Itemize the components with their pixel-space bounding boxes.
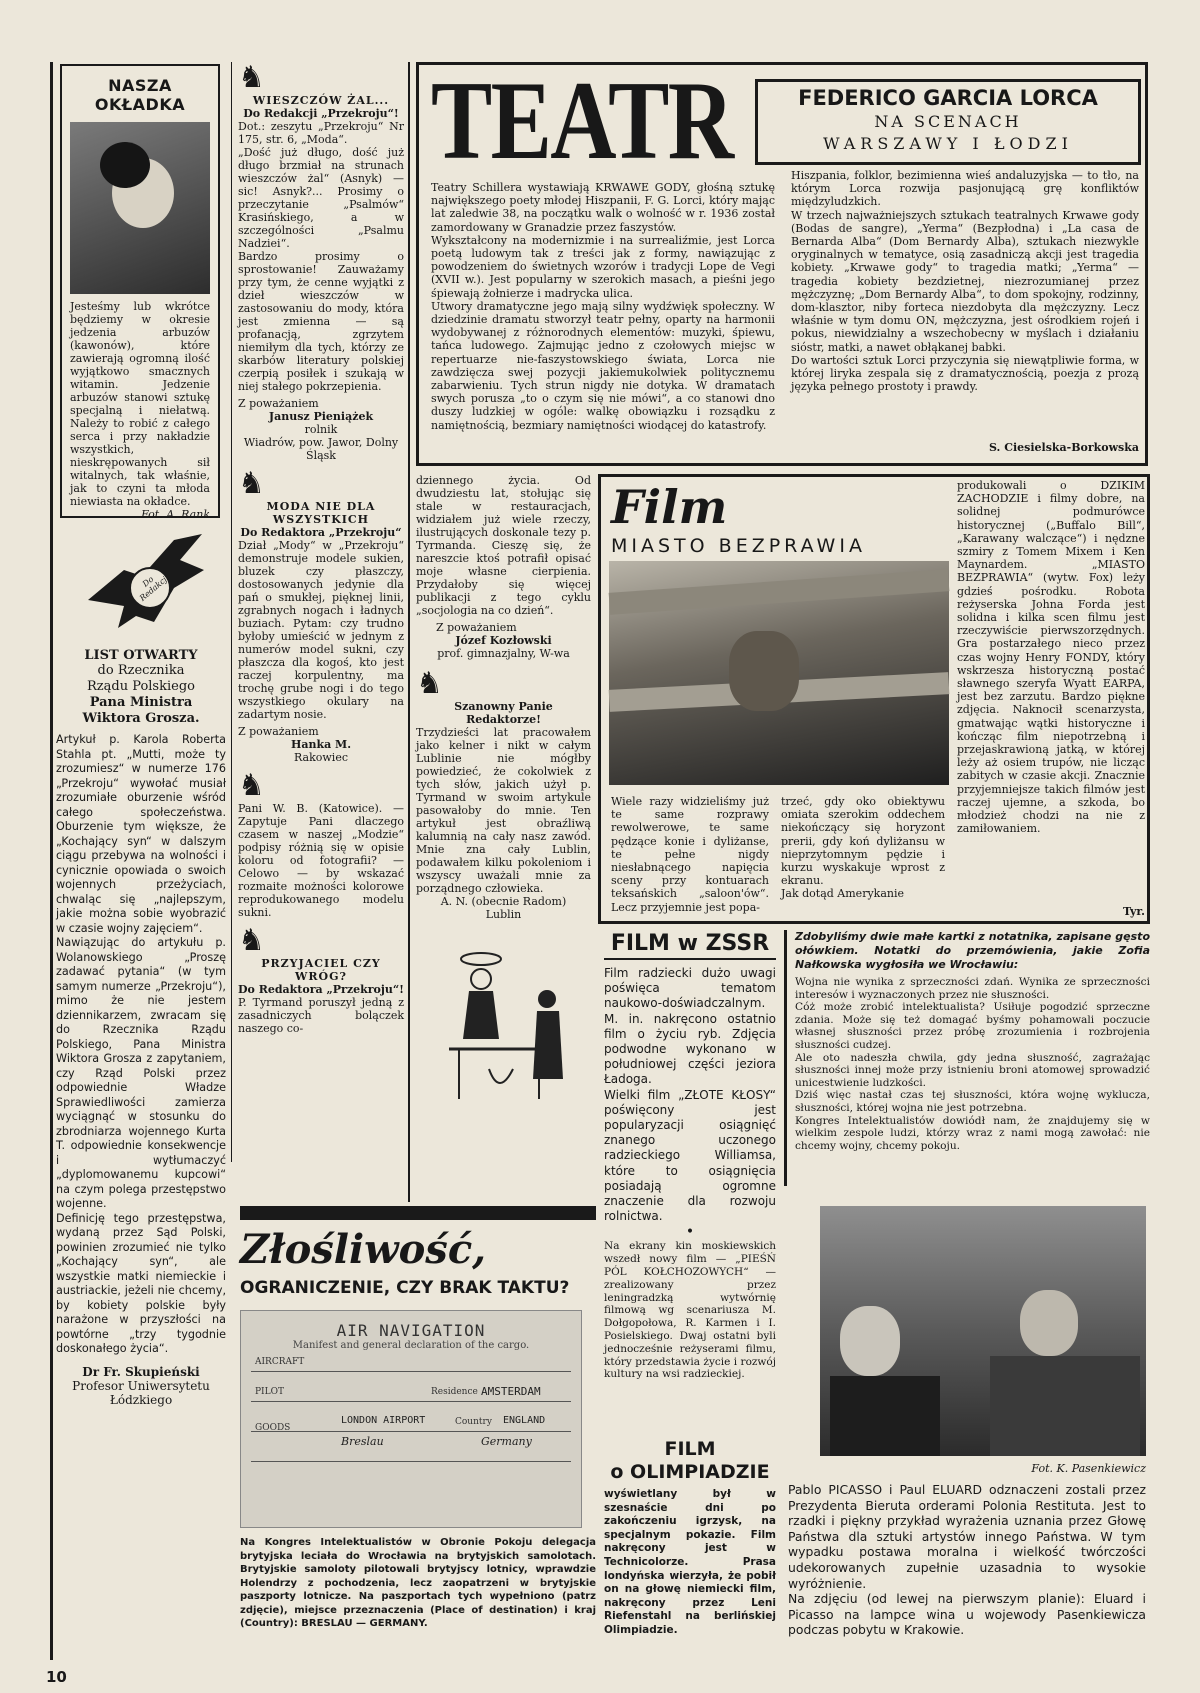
cover-photo [70,122,210,294]
film-olimpiada-title-1: FILM [664,1438,716,1460]
passport-label-residence: Residence [431,1387,478,1397]
letter-4-body: P. Tyrmand poruszył jedną z zasadniczych bolączek naszego co- [238,996,404,1035]
open-letter-to-1: do Rzecznika [97,663,185,678]
knight-icon: ♞ [416,666,443,701]
letters-column [238,62,404,1202]
open-letter-body: Artykuł p. Karola Roberta Stahla pt. „Mutti, może ty zrozumiesz“ w numerze 176 „Przekroju“ wywołać musiał zrozumiałe oburzenie wśród całego społeczeństwa. Oburzenie tym większe, że „Kochający syn“ w dalszym ciągu przebywa na wolności i cynicznie opowiada o swoich wojennych przeżyciach, chwaląc się „najlepszym, jakie można sobie wyobrazić w czasie wojny zajęciem“. Nawiązując do artykułu p. Wolanowskiego „Proszę zadawać pytania“ (w tym samym numerze „Przekroju“), mimo że nie jestem dziennikarzem, zwracam się do Rzecznika Rządu Polskiego, Pana Ministra Wiktora Grosza z zapytaniem, czy Rząd Polski przez odpowiednie Władze Sprawiedliwości zamierza wyciągnąć w stosunku do zbrodniarza wojennego Kurta T. odpowiednie konsekwencje i wytłumaczyć „dyplomowanemu kupcowi“ na czym polega przestępstwo wojenne. Definicję tego przestępstwa, wydaną przez Sąd Polski, powinien zrozumieć nie tylko „Kochający syn“, ale wszystkie matki niemieckie i austriackie, jeżeli nie chcemy, by kobiety polskie były narażone w przyszłości na powtórne „trzy tygodnie doskonałego życia“. [56,733,226,1355]
kongres-section [784,930,1150,1186]
letter-continuation-closing: Z poważaniem [436,621,517,634]
passport-value-england: ENGLAND [503,1415,546,1426]
cover-text: Jesteśmy lub wkrótce będziemy w okresie jedzenia arbuzów (kawonów), które zawierają ogromną ilość wyjątkowo smacznych witamin. Jedzenie arbuzów stanowi sztukę specjalną i niełatwą. Należy to robić z całego serca i przy nakładzie wszystkich, nieskrępowanych sił witalnych, tak właśnie, jak to czyni ta młoda niewiasta na okładce. [70,300,210,508]
film-author: Tyr. [1123,905,1145,918]
letter-2-title: MODA NIE DLA WSZYSTKICH [266,500,376,526]
letter-continuation-sign-2: prof. gimnazjalny, W-wa [437,647,570,660]
column-rule-2 [408,62,410,1202]
letter-4-address: Do Redaktora „Przekroju“! [238,983,404,996]
teatr-column-1: Teatry Schillera wystawiają KRWAWE GODY, głośną sztukę największego poety młodej Hiszpanii, F. G. Lorci, który mając lat zaledwie 38, na początku walk o wolność w r. 1936 został zamordowany w Granadzie przez faszystów. Wykształcony na modernizmie i na surrealiźmie, jest Lorca poetą ludowym tak z treści jak z formy, nawiązując z powodzeniem do świetnych wzorów i tradycji Lope de Vegi (XVII w.). Jest popularny w szerokich masach, a pieśni jego śpiewają żołnierze i madrycka ulica. Utwory dramatyczne jego mają silny wydźwięk społeczny. W dziedzinie dramatu stworzył teatr pełny, oparty na harmonii wydobywanej z różnorodnych elementów: muzyki, śpiewu, tańca ludowego. Zajmując jedno z czołowych miejsc w repertuarze nie-faszystowskiego świata, Lorca nie zawdzięcza swej pozycji jakiemukolwiek politycznemu zabarwieniu. Tych strun nigdy nie dotyka. W dramatach swych porusza „to o czym się nie mówi“, a co stanowi dno duszy ludzkiej w ogóle: walkę obowiązku i rozsądku z namiętnością, bezmiary namiętności wiodącej do katastrofy. [431,181,775,432]
passport-value-london: LONDON AIRPORT [341,1415,426,1426]
teatr-headline-1: FEDERICO GARCIA LORCA [798,86,1098,110]
film-logo: Film [611,480,728,534]
open-letter-title: LIST OTWARTY [84,648,198,663]
letter-1-closing: Z poważaniem [238,397,319,410]
film-olimpiada-title-2: o OLIMPIADZIE [610,1461,770,1483]
passport-document-photo [240,1310,582,1528]
open-letter-to-2: Rządu Polskiego [87,679,195,694]
column-rule-left [50,62,53,1660]
waiter-cartoon [429,929,579,1101]
open-letter-signature-3: Łódzkiego [109,1392,173,1407]
letter-1-address: Do Redakcji „Przekroju“! [243,107,399,120]
passport-value-amsterdam: AMSTERDAM [481,1385,541,1398]
film-zssr-body-2: Na ekrany kin moskiewskich wszedł nowy film — „PIEŚŃ PÓL KOŁCHOZOWYCH“ — zrealizowany przez leningradzką wytwórnię filmową wg scenariusza M. Dołgopołowa, R. Karmen i I. Posielskiego. Dwaj ostatni byli jednocześnie reżyserami filmu, który przedstawia życie i rozwój kultury na wsi radzieckiej. [604,1240,776,1381]
passport-document-subheader: Manifest and general declaration of the cargo. [292,1340,530,1351]
film-olimpiada-body: wyświetlany był w szesnaście dni po zakończeniu igrzysk, na specjalnym pokazie. Film nakręcony jest w Technicolorze. Prasa londyńska wierzyła, że pobił on na głowę niemiecki film, nakręcony przez Leni Riefenstahl na berlińskiej Olimpiadzie. [604,1488,776,1636]
knight-icon: ♞ [238,466,265,501]
letter-5-sign: A. N. (obecnie Radom) [440,895,567,908]
open-letter [56,648,226,1668]
film-column-3: produkowali o DZIKIM ZACHODZIE i filmy dobre, na solidnej podmurówce historycznej („Buffalo Bill“, „Karawany walczące“) i nędzne szmiry z Tomem Mixem i Ken Maynardem. „MIASTO BEZPRAWIA“ (wytw. Fox) leży gdzieś pośrodku. Robota reżyserska Johna Forda jest solidna i kilka scen filmu jest rzeczywiście pierwszorzędnych. Gra postarzałego nieco przez czas wojny Henry FONDY, który wskrzesza historyczną postać sławnego szeryfa Wyatt EARPA, jest bez zarzutu. Bardzo piękne zdjęcia. Naknocił scenarzysta, gmatwając wątki historyczne i kończąc film niepotrzebną i przejaskrawioną jatką, w której leży aż osiem trupów, nie licząc zabitych w czasie akcji. Znacznie przyjemniejsze takich filmów jest raczej ujemne, a szkoda, bo młodzież chodzi na nie z zamiłowaniem. [957,479,1145,836]
teatr-headline-2: NA SCENACH [874,112,1022,131]
teatr-headline-3: WARSZAWY I ŁODZI [823,134,1073,153]
film-zssr-bullet: • [685,1224,695,1241]
letter-2-sign: Hanka M. [290,738,352,751]
teatr-title: TEATR [431,59,733,183]
letter-2-sign-2: Rakowiec [294,751,348,764]
letter-2-address: Do Redaktora „Przekroju“ [240,526,402,539]
letter-continuation: dziennego życia. Od dwudziestu lat, stołując się stale w restauracjach, widziałem już wiele rzeczy, ilustrujących doskonale tezy p. Tyrmanda. Cieszę się, że nareszcie ktoś potrafił opisać moje własne cierpienia. Przydałoby się więcej publikacji z tego cyklu „socjologia na co dzień“. [416,474,591,617]
open-letter-signature: Dr Fr. Skupieński [82,1364,200,1379]
cover-box-title: NASZA OKŁADKA [94,76,186,114]
passport-label-country: Country [455,1417,492,1427]
letter-3-body: Pani W. B. (Katowice). — Zapytuje Pani dlaczego czasem w naszej „Modzie“ podpisy różnią się w opisie koloru od fotografii? — Celowo — by wskazać rozmaite możności kolorowe reprodukowanego modelu sukni. [238,802,404,919]
letter-1-title: WIESZCZÓW ŻAL... [252,94,390,107]
picasso-text: Pablo PICASSO i Paul ELUARD odznaczeni zostali przez Prezydenta Bieruta orderami Polonia Restituta. Jest to rzadki i piękny przykład wyrażenia uznania przez Głowę Państwa dla sztuki artystów innego Państwa. W tym wypadku postawa moralna i wielkość twórczości udekorowanych zupełnie uzasadnia to wysokie wyróżnienie. Na zdjęciu (od lewej na pierwszym planie): Eluard i Picasso na lampce wina u wojewody Pasenkiewicza podczas pobytu w Krakowie. [788,1482,1146,1638]
knight-icon: ♞ [238,923,265,958]
teatr-author: S. Ciesielska-Borkowska [989,441,1139,454]
passport-label-pilot: PILOT [255,1387,284,1397]
open-letter-to-4: Wiktora Grosza. [82,711,200,726]
film-zssr-title: FILM w ZSSR [604,930,776,960]
passport-value-germany: Germany [481,1435,532,1448]
open-letter-signature-2: Profesor Uniwersytetu [72,1378,210,1393]
cover-box [60,64,220,521]
film-column-2: trzeć, gdy oko obiektywu omiata szerokim oddechem niekończący się horyzont prerii, gdy koń dyliżansu w nieprzytomnym pędzie i kurzu wyskakuje wprost z ekranu. Jak dotąd Amerykanie [781,795,945,901]
zlosliwosc-subtitle: OGRANICZENIE, CZY BRAK TAKTU? [240,1278,570,1298]
letter-1-body: Dot.: zeszytu „Przekroju“ Nr 175, str. 6, „Moda“. „Dość już długo, dość już długo brzmiał na strunach wieszczów żal“ (Asnyk) — sic! Asnyk?... Prosimy o przeczytanie „Psalmów“ Krasińskiego, a w szczególności „Psalmu Nadziei“. Bardzo prosimy o sprostowanie! Zauważamy przy tym, że cenne wyjątki z dzieł wieszczów w zastosowaniu do mody, która jest zmienna — są profanacją, zgrzytem niemiłym dla tych, którzy ze skarbów literatury polskiej czerpią posiłek i szukają w niej stałego pokrzepienia. [238,120,404,393]
dove-stamp-text: Do Redakcji [137,573,171,603]
picasso-eluard-photo [820,1206,1146,1456]
film-zssr [604,930,776,1430]
zlosliwosc-section [240,1206,596,1666]
passport-label-goods: GOODS [255,1423,291,1433]
teatr-headline-box [755,79,1141,165]
kongres-header: Zdobyliśmy dwie małe kartki z notatnika, zapisane gęsto ołówkiem. Notatki do przemówienia, jakie Zofia Nałkowska wygłosiła we Wrocławiu: [795,930,1150,971]
passport-document-header: AIR NAVIGATION [336,1321,486,1340]
picasso-photo-credit: Fot. K. Pasenkiewicz [1031,1462,1146,1475]
film-title: MIASTO BEZPRAWIA [611,535,866,557]
page-number: 10 [46,1668,67,1686]
film-still-photo [609,561,949,785]
letter-continuation-sign: Józef Kozłowski [455,634,552,647]
letter-5-title: Szanowny Panie Redaktorze! [454,700,553,726]
open-letter-to-3: Pana Ministra [89,695,193,710]
letter-2-body: Dział „Mody“ w „Przekroju“ demonstruje modele sukien, bluzek czy płaszczy, dostosowanych jedynie dla pań o smukłej, pięknej linii, zgrabnych nogach i ładnych buziach. Pytam: czy trudno byłoby umieścić w jednym z numerów model sukni, czy płaszcza dla kogoś, kto jest raczej korpulentny, ma trochę grube nogi i do tego wszystkiego okulary na zadartym nosie. [238,539,404,721]
letter-4-title: PRZYJACIEL CZY WRÓG? [261,957,381,983]
letter-1-sign: Janusz Pieniążek [268,410,374,423]
middle-column [416,474,591,1194]
letter-1-sign-2: rolnik [304,423,338,436]
film-column-1: Wiele razy widzieliśmy już te same rozprawy rewolwerowe, te same pędzące konie i dyliżanse, te pełne nigdy niesłabnącego napięcia sceny przy kontuarach teksańskich „saloon'ów“. Lecz przyjemnie jest popa- [611,795,769,914]
letter-2-closing: Z poważaniem [238,725,319,738]
zlosliwosc-caption: Na Kongres Intelektualistów w Obronie Pokoju delegacja brytyjska leciała do Wrocławia na brytyjskich samolotach. Brytyjskie samoloty pilotowali brytyjscy lotnicy, wprawdzie Holendrzy z pochodzenia, lecz zaopatrzeni w brytyjskie paszporty lotnicze. Na paszportach tych wypełniono (patrz zdjęcie), miejsce przeznaczenia (Place of destination) i kraj (Country): BRESLAU — GERMANY. [240,1537,596,1629]
dove-stamp [84,530,208,640]
cover-credit: Fot. A. Rank [141,508,210,521]
kongres-body: Wojna nie wynika z sprzeczności zdań. Wynika ze sprzeczności interesów i wyznaczonych przez nie słuszności. Cóż może zrobić intelektualista? Usiłuje pogodzić sprzeczne zdania. Może się też domagać byśmy pohamowali poczucie własnej słuszności przez próbę zrozumienia i rozbrojenia słuszności cudzej. Ale oto nadeszła chwila, gdy jedna słuszność, zagrażając słuszności innej może przy istnieniu broni atomowej sprowadzić unicestwienie ludzkości. Dziś więc nastał czas tej słuszności, która wojnę wyklucza, słuszności, której wojna nie jest potrzebna. Kongres Intelektualistów dowiódł nam, że znajdujemy się w wielkim zespole ludzi, którzy wraz z nami mogą zawołać: nie chcemy wojny, chcemy pokoju. [795,976,1150,1152]
film-section [598,474,1150,924]
teatr-column-2: Hiszpania, folklor, bezimienna wieś andaluzyjska — to tło, na którym Lorca rozwija pasjonującą grę konfliktów międzyludzkich. W trzech najważniejszych sztukach teatralnych Krwawe gody (Bodas de sangre), „Yerma“ (Bezpłodna) i „La casa de Bernarda Alba“ (Dom Bernardy Alba), sztukach niezwykle oryginalnych w tematyce, osią zasadniczą akcji jest tragedia kobiety. „Krwawe gody“ to tragedia matki; „Yerma“ — tragedia kobiety bezdzietnej, niezrozumianej przez mężczyznę; „Dom Bernardy Alba“, to dom spokojny, rodzinny, dom-klasztor, niby forteca niezdobyta dla mężczyzny. Lecz właśnie w tym domu ON, mężczyzna, jest ośrodkiem rojeń i pokus, niewidzialny a wszechobecny w myślach i działaniu sióstr, matki, a nawet obłąkanej babki. Do wartości sztuk Lorci przyczynia się niewątpliwie forma, w której liryka zespala się z dramatycznością, poezja z prozą języka pełnego prostoty i prawdy. [791,169,1139,394]
zlosliwosc-title: Złośliwość, [240,1226,487,1273]
letter-1-sign-3: Wiadrów, pow. Jawor, Dolny Śląsk [243,436,399,462]
teatr-section [416,59,1148,466]
letter-5-sign-2: Lublin [485,908,522,921]
knight-icon: ♞ [238,60,265,95]
knight-icon: ♞ [238,768,265,803]
film-zssr-body: Film radziecki dużo uwagi poświęca tematom naukowo-doświadczalnym. M. in. nakręcono ostatnio film o życiu ryb. Zdjęcia podwodne wykonano w południowej części jeziora Ładoga. Wielki film „ZŁOTE KŁOSY“ poświęcony jest popularyzacji osiągnięć znanego uczonego radzieckiego Williamsa, które to osiągnięcia posiadają ogromne znaczenie dla rozwoju rolnictwa. [604,966,776,1224]
passport-label-aircraft: AIRCRAFT [255,1357,305,1367]
passport-value-breslau: Breslau [341,1435,384,1448]
film-olimpiada [604,1438,776,1682]
letter-5-body: Trzydzieści lat pracowałem jako kelner i nikt w całym Lublinie nie mógłby powiedzieć, że cokolwiek z tych słów, jakich użył p. Tyrmand w swoim artykule pasowałoby do mnie. Ten artykuł jest obraźliwą kalumnią na cały nasz zawód. Mnie zna cały Lublin, podawałem kilku pokoleniom i wszyscy uważali mnie za porządnego człowieka. [416,726,591,895]
column-rule-1 [231,62,232,1162]
